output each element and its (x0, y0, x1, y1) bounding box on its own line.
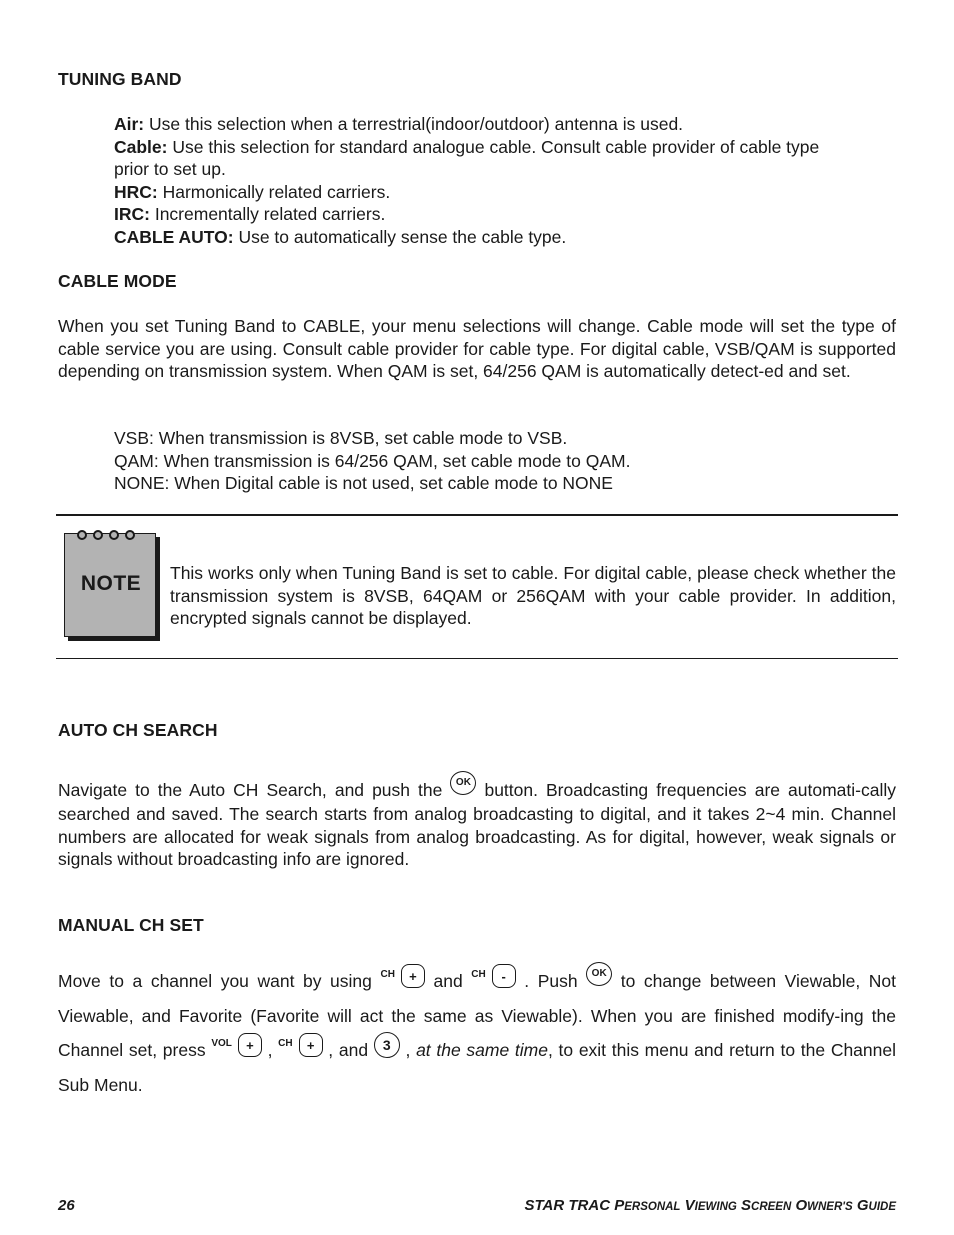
list-item-irc (114, 203, 854, 226)
heading-tuning-band: TUNING BAND (58, 69, 182, 89)
note-top-rule (56, 514, 898, 516)
vol-plus-button-icon: + (238, 1033, 262, 1057)
ch-label: CH (380, 969, 395, 980)
list-item-cable-auto (114, 226, 854, 249)
auto-ch-search-paragraph (58, 779, 896, 871)
option-vsb: VSB: When transmission is 8VSB, set cable mode to VSB. (114, 428, 568, 448)
desc-cable: Use this selection for standard analogue cable. Consult cable provider of cable type prior to set up. (114, 136, 820, 179)
three-button-icon: 3 (374, 1032, 400, 1058)
list-item-cable (114, 136, 854, 181)
term-cable-auto: CABLE AUTO: (114, 226, 234, 247)
term-hrc: HRC: (114, 181, 158, 202)
desc-irc: Incrementally related carriers. (149, 204, 386, 224)
heading-manual-ch-set: MANUAL CH SET (58, 915, 204, 935)
vol-label: VOL (211, 1038, 232, 1049)
footer-title-word: SCREEN (741, 1197, 792, 1214)
option-none: NONE: When Digital cable is not used, set cable mode to NONE (114, 473, 613, 493)
note-text: This works only when Tuning Band is set to cable. For digital cable, please check whether the transmission system is 8VSB, 64QAM or 256QAM with your cable provider. In addition, encrypted signals cannot be displayed. (170, 563, 896, 628)
term-cable: Cable: (114, 136, 168, 157)
cable-mode-paragraph: When you set Tuning Band to CABLE, your menu selections will change. Cable mode will set the type of cable service you are using. Consult cable provider for cable type. For digital cable, VSB/QAM is supported depending on transmission system. When QAM is set, 64/256 QAM is automatically detect-ed and set. (58, 316, 896, 381)
list-item-air (114, 113, 854, 136)
heading-cable-mode: CABLE MODE (58, 271, 177, 291)
footer-title-word: GUIDE (856, 1197, 896, 1214)
footer-brand: STAR TRAC (524, 1197, 611, 1214)
running-footer-title (525, 1197, 897, 1214)
tuning-band-list (114, 113, 854, 248)
auto-text-before: Navigate to the Auto CH Search, and push the (58, 780, 451, 800)
auto-text-after: button. Broadcasting frequencies are automati-cally searched and saved. The search starts from analog broadcasting to digital, and it takes 2~4 min. Channel numbers are allocated for weak signals from analog broadcasting. As for digital, however, weak signals or signals without broadcasting info are ignored. (58, 780, 896, 870)
cable-mode-options (114, 427, 854, 495)
footer-title-parts (610, 1197, 896, 1214)
desc-hrc: Harmonically related carriers. (157, 181, 391, 202)
list-item-hrc (114, 181, 854, 204)
ch-plus-button-icon: + (299, 1033, 323, 1057)
ch-label: CH (471, 969, 486, 980)
term-irc: IRC: (114, 204, 150, 224)
desc-air: Use this selection when a terrestrial(indoor/outdoor) antenna is used. (144, 114, 684, 134)
note-label: NOTE (80, 572, 142, 595)
manual-ch-set-paragraph: Move to a channel you want by using $^{CH}$ + and $^{CH}$ - . Push OK to change between Viewable, Not Viewable, and Favorite (Favorite will act the same as Viewable). When you are finished modify-ing the Channel set, press $^{VOL}$ + , $^{CH}$ + , and 3 , at the same time, to exit this menu and return to the Channel Sub Menu. (58, 964, 896, 1102)
spiral-rings (77, 530, 135, 540)
page-number: 26 (58, 1197, 75, 1214)
note-bottom-rule (56, 658, 898, 659)
footer-title-word: OWNER'S (795, 1197, 853, 1214)
ch-plus-button-icon: + (401, 964, 425, 988)
desc-cable-auto: Use to automatically sense the cable type. (233, 226, 567, 247)
note-notepad-icon (64, 533, 156, 637)
emphasis-same-time: at the same time (416, 1040, 548, 1060)
term-air: Air: (114, 114, 145, 134)
ch-label: CH (278, 1038, 293, 1049)
heading-auto-ch-search: AUTO CH SEARCH (58, 720, 218, 740)
footer-title-word: PERSONAL (614, 1197, 681, 1214)
footer-title-word: VIEWING (684, 1197, 737, 1214)
ok-button-icon: OK (450, 771, 476, 795)
ch-minus-button-icon: - (492, 964, 516, 988)
option-qam: QAM: When transmission is 64/256 QAM, set cable mode to QAM. (114, 450, 631, 471)
ok-button-icon: OK (586, 962, 612, 986)
